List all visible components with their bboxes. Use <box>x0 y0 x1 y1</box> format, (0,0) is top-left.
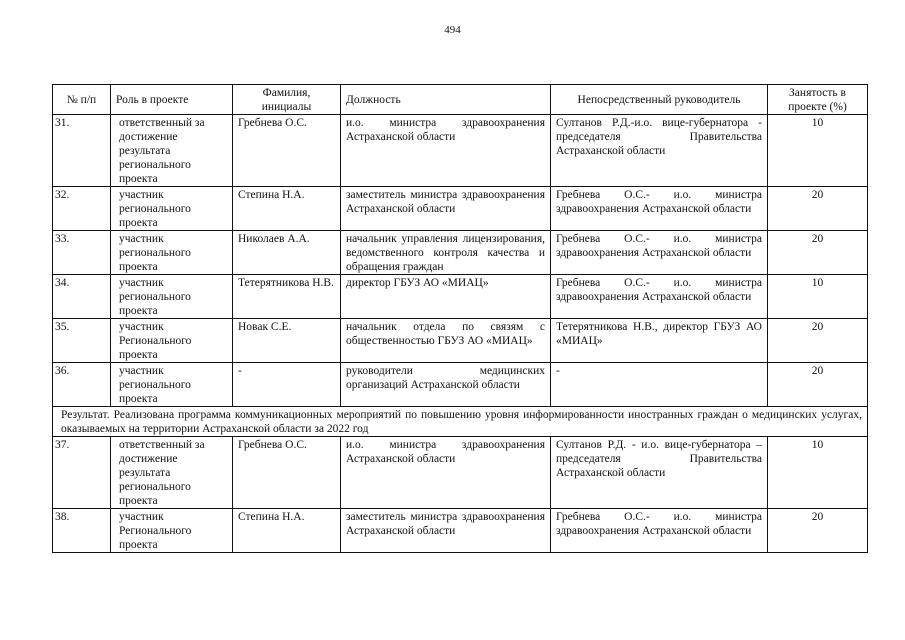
table-row <box>53 437 868 509</box>
row-name: - <box>233 363 341 407</box>
page-number: 494 <box>444 24 461 36</box>
row-position: и.о. министра здравоохранения Астраханской области <box>341 437 551 509</box>
project-team-table <box>52 84 867 553</box>
row-manager: Гребнева О.С.- и.о. министра здравоохранения Астраханской области <box>551 275 768 319</box>
row-role: ответственный за достижение результата регионального проекта <box>111 115 233 187</box>
row-manager: Султанов Р.Д.-и.о. вице-губернатора - председателя Правительства Астраханской области <box>551 115 768 187</box>
table-row <box>53 275 868 319</box>
row-number: 38. <box>53 509 111 553</box>
row-load: 20 <box>768 509 868 553</box>
row-number: 32. <box>53 187 111 231</box>
row-name: Степина Н.А. <box>233 187 341 231</box>
header-row <box>53 85 868 115</box>
row-name: Николаев А.А. <box>233 231 341 275</box>
result-description: Результат. Реализована программа коммуникационных мероприятий по повышению уровня информированности иностранных граждан о медицинских услугах, оказываемых на территории Астраханской области за 2022 год <box>53 407 868 437</box>
row-load: 10 <box>768 437 868 509</box>
header-manager: Непосредственный руководитель <box>551 85 768 115</box>
row-load: 20 <box>768 187 868 231</box>
row-number: 31. <box>53 115 111 187</box>
row-number: 35. <box>53 319 111 363</box>
header-name: Фамилия, инициалы <box>233 85 341 115</box>
header-num: № п/п <box>53 85 111 115</box>
row-position: заместитель министра здравоохранения Астраханской области <box>341 187 551 231</box>
row-position: директор ГБУЗ АО «МИАЦ» <box>341 275 551 319</box>
row-position: начальник отдела по связям с общественностью ГБУЗ АО «МИАЦ» <box>341 319 551 363</box>
participants-table <box>52 84 868 553</box>
table-row <box>53 319 868 363</box>
row-role: участник регионального проекта <box>111 275 233 319</box>
row-number: 33. <box>53 231 111 275</box>
row-manager: Султанов Р.Д. - и.о. вице-губернатора – председателя Правительства Астраханской области <box>551 437 768 509</box>
header-position: Должность <box>341 85 551 115</box>
row-number: 34. <box>53 275 111 319</box>
row-manager: Гребнева О.С.- и.о. министра здравоохранения Астраханской области <box>551 509 768 553</box>
row-number: 37. <box>53 437 111 509</box>
row-load: 20 <box>768 363 868 407</box>
row-load: 20 <box>768 319 868 363</box>
row-load: 10 <box>768 275 868 319</box>
row-role: участник Регионального проекта <box>111 509 233 553</box>
result-row <box>53 407 868 437</box>
row-name: Новак С.Е. <box>233 319 341 363</box>
row-role: участник регионального проекта <box>111 187 233 231</box>
row-position: и.о. министра здравоохранения Астраханской области <box>341 115 551 187</box>
table-row <box>53 231 868 275</box>
row-manager: Тетерятникова Н.В., директор ГБУЗ АО «МИАЦ» <box>551 319 768 363</box>
table-row <box>53 509 868 553</box>
row-role: ответственный за достижение результата регионального проекта <box>111 437 233 509</box>
row-name: Степина Н.А. <box>233 509 341 553</box>
table-row <box>53 115 868 187</box>
row-name: Тетерятникова Н.В. <box>233 275 341 319</box>
row-load: 10 <box>768 115 868 187</box>
row-role: участник Регионального проекта <box>111 319 233 363</box>
row-position: заместитель министра здравоохранения Астраханской области <box>341 509 551 553</box>
row-role: участник регионального проекта <box>111 231 233 275</box>
row-load: 20 <box>768 231 868 275</box>
row-manager: Гребнева О.С.- и.о. министра здравоохранения Астраханской области <box>551 187 768 231</box>
row-number: 36. <box>53 363 111 407</box>
row-manager: Гребнева О.С.- и.о. министра здравоохранения Астраханской области <box>551 231 768 275</box>
row-manager: - <box>551 363 768 407</box>
row-position: начальник управления лицензирования, ведомственного контроля качества и обращения граждан <box>341 231 551 275</box>
row-role: участник регионального проекта <box>111 363 233 407</box>
table-row <box>53 363 868 407</box>
table-row <box>53 187 868 231</box>
row-name: Гребнева О.С. <box>233 115 341 187</box>
row-position: руководители медицинских организаций Астраханской области <box>341 363 551 407</box>
header-load: Занятость в проекте (%) <box>768 85 868 115</box>
row-name: Гребнева О.С. <box>233 437 341 509</box>
header-role: Роль в проекте <box>111 85 233 115</box>
